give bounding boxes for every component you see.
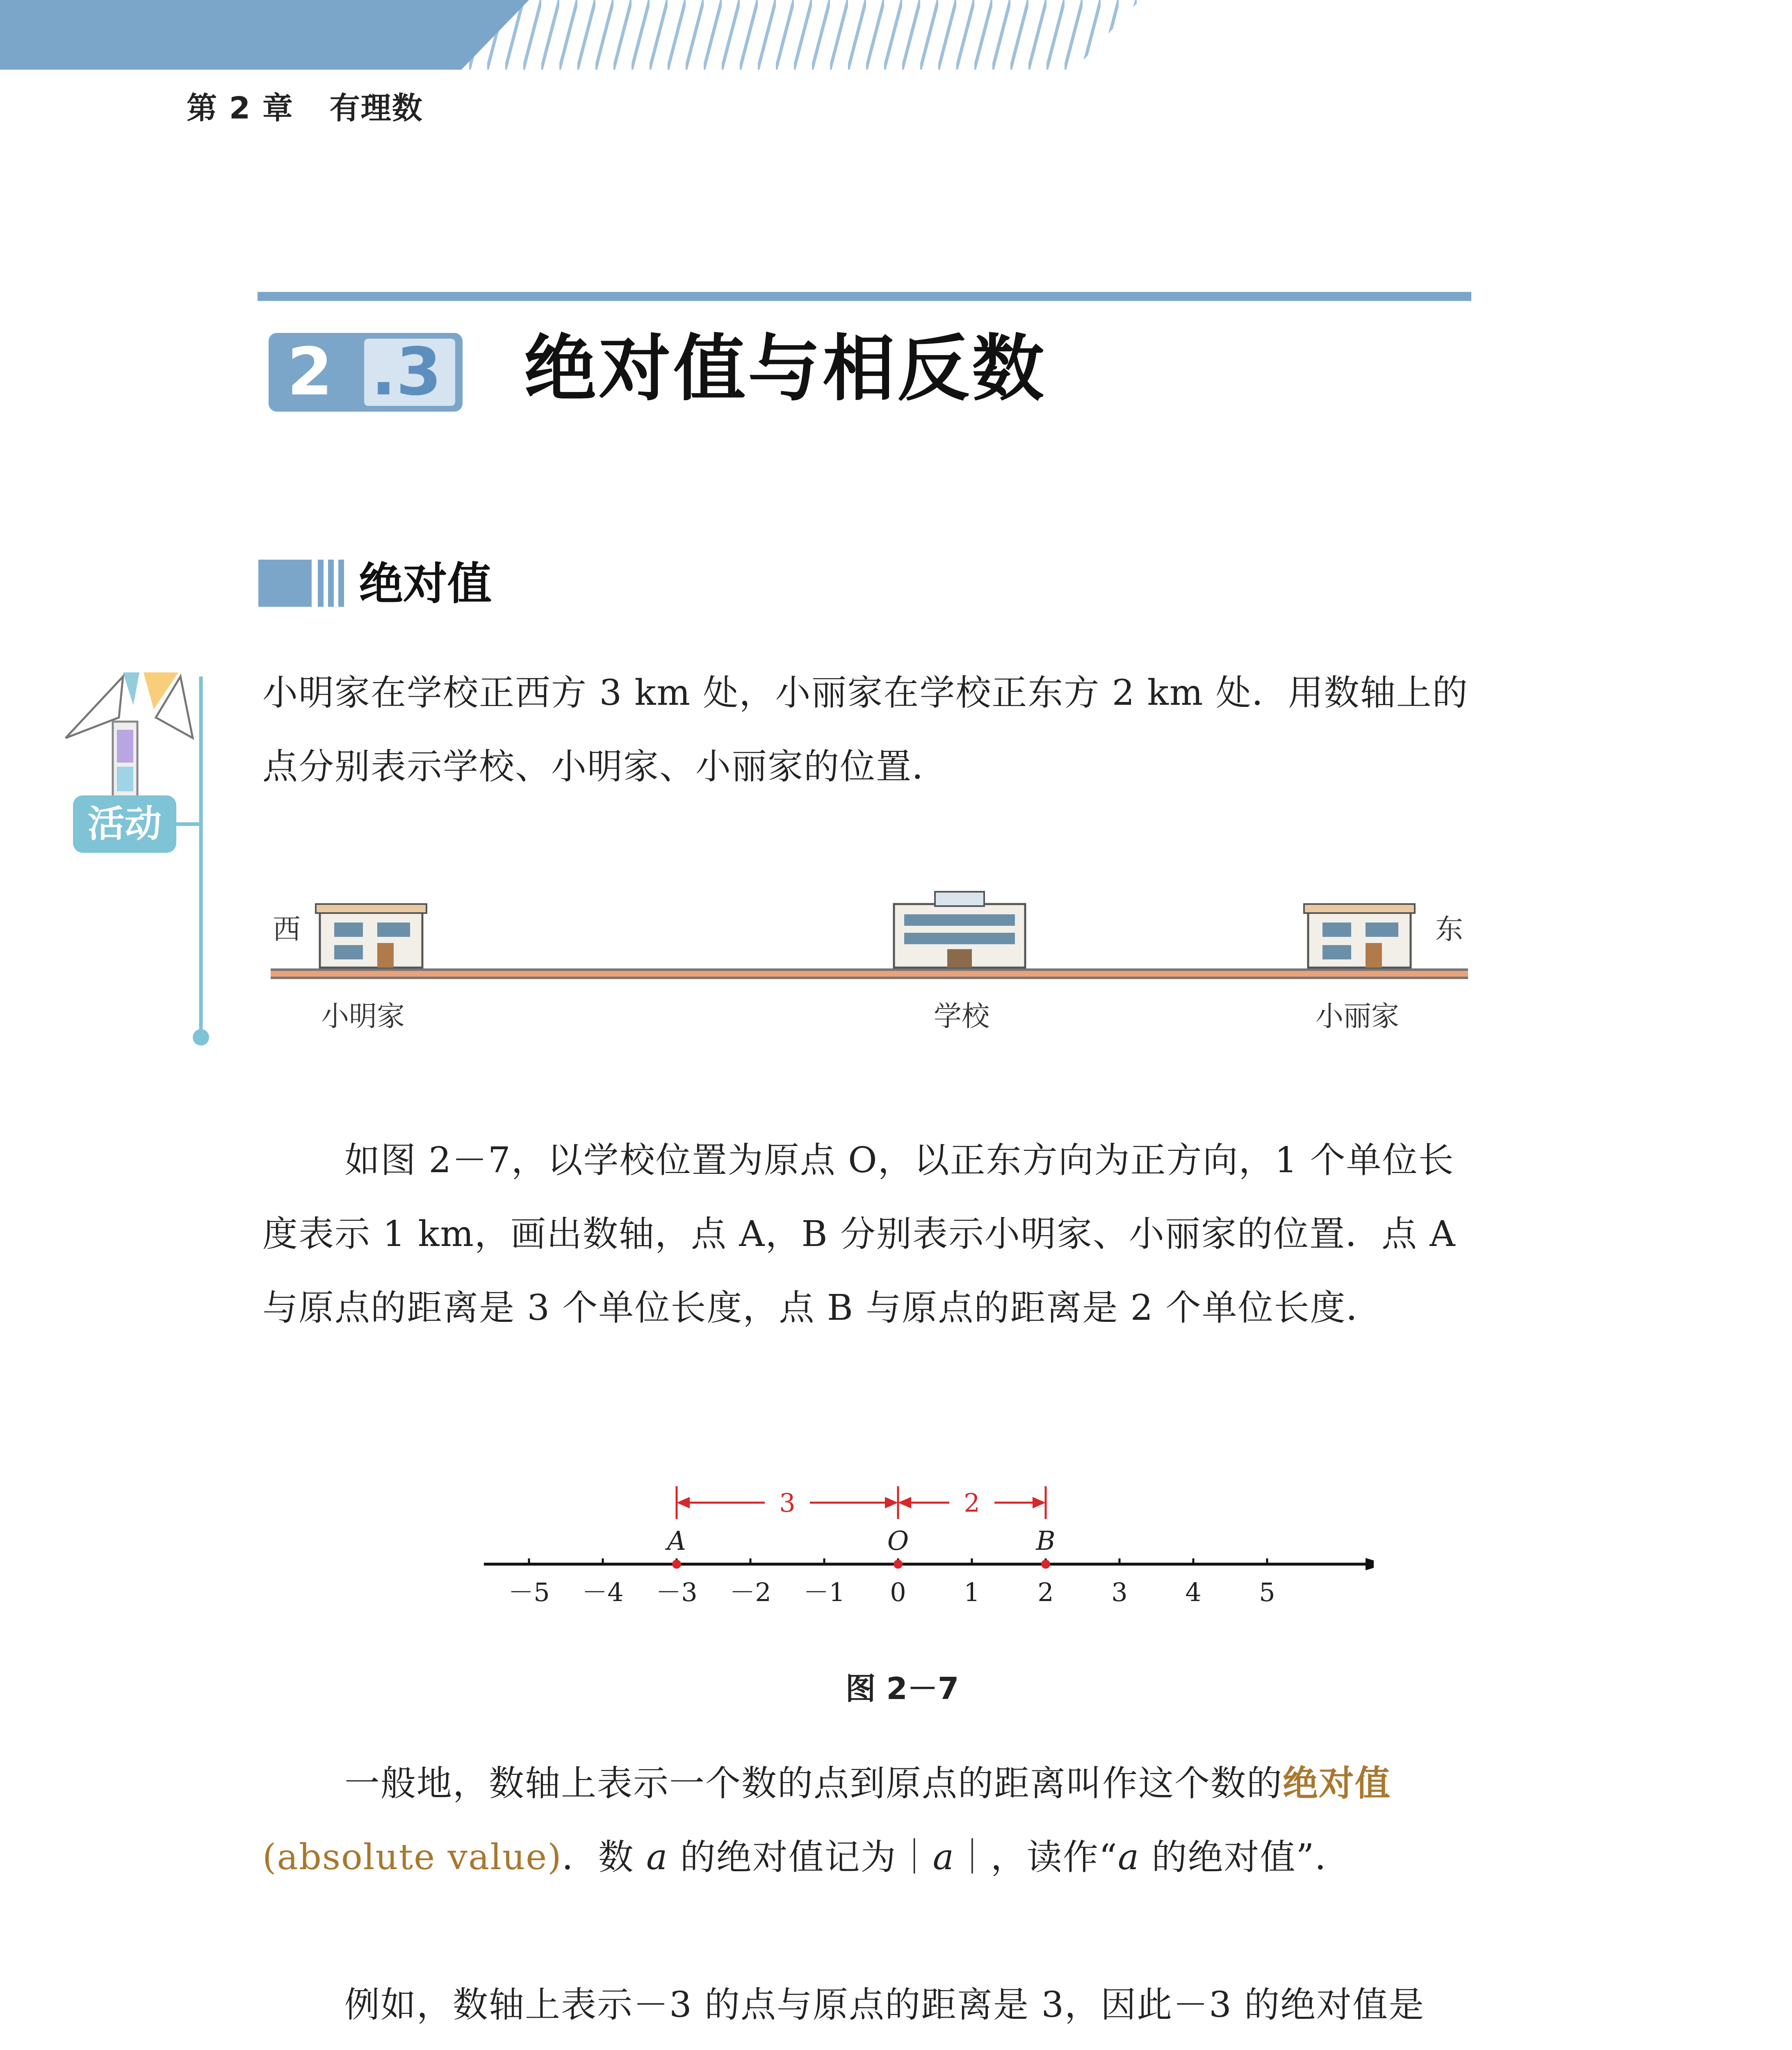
top-banner	[0, 0, 1792, 74]
school-building	[894, 892, 1025, 968]
variable-a: a	[932, 1837, 955, 1878]
subsection-marker	[258, 560, 312, 607]
activity-text: 小明家在学校正西方 3 km 处，小丽家在学校正东方 2 km 处．用数轴上的点分别表示学校、小明家、小丽家的位置．	[262, 672, 1468, 787]
tick-label: 4	[1185, 1577, 1202, 1607]
label-xiaoli-home: 小丽家	[1315, 1000, 1400, 1033]
term-absolute-value: 绝对值	[1283, 1763, 1391, 1804]
distance-marker	[898, 1486, 1046, 1519]
point-label-O: O	[887, 1526, 909, 1556]
section-number-badge	[269, 333, 463, 412]
tick-label: －5	[508, 1577, 550, 1607]
west-label: 西	[273, 913, 301, 946]
chapter-number: 第 2 章	[187, 91, 294, 126]
home-building-xiaoli	[1304, 904, 1415, 968]
tick-label: 0	[890, 1577, 906, 1607]
point-label-A: A	[667, 1526, 686, 1556]
point-B	[1041, 1560, 1050, 1569]
section-rule	[258, 292, 1471, 301]
tick-label: －4	[582, 1577, 624, 1607]
distance-label: 3	[779, 1488, 796, 1518]
tick-label: 3	[1111, 1577, 1128, 1607]
definition-text: 的绝对值记为｜	[668, 1837, 933, 1878]
paragraph-1: 如图 2－7，以学校位置为原点 O，以正东方向为正方向，1 个单位长度表示 1 km，画出数轴，点 A，B 分别表示小明家、小丽家的位置．点 A 与原点的距离是 3 个单位长度，点 B 与原点的距离是 2 个单位长度．	[262, 1140, 1456, 1328]
tick-label: 1	[964, 1577, 980, 1607]
term-absolute-value-en: (absolute value)	[262, 1837, 562, 1878]
activity-badge-label: 活动	[88, 802, 162, 845]
compass-icon	[66, 672, 193, 800]
subsection-title: 绝对值	[359, 558, 492, 610]
section-number-sub: .3	[371, 333, 442, 410]
subsection-marker-bar	[318, 560, 324, 607]
subsection-marker-bar	[338, 560, 344, 607]
activity-sidebar	[57, 668, 213, 1058]
axis-arrow-icon	[1366, 1558, 1374, 1570]
tick-label: －1	[803, 1577, 845, 1607]
definition-text: ．数	[562, 1837, 647, 1878]
home-building-xiaoming	[316, 904, 426, 968]
label-xiaoming-home: 小明家	[321, 1000, 405, 1033]
section-number-main: 2	[287, 333, 333, 410]
number-line-figure	[472, 1460, 1374, 1624]
map-illustration	[254, 873, 1484, 1046]
point-O	[894, 1560, 903, 1569]
label-school: 学校	[933, 1000, 990, 1033]
definition-paragraph	[262, 1747, 1476, 1894]
east-label: 东	[1435, 913, 1464, 946]
tick-label: －2	[730, 1577, 771, 1607]
tick-label: －3	[656, 1577, 698, 1607]
figure-caption: 图 2－7	[845, 1671, 959, 1706]
definition-text: 的绝对值”．	[1140, 1837, 1351, 1878]
variable-a: a	[646, 1837, 668, 1878]
paragraph-examples: 例如，数轴上表示－3 的点与原点的距离是 3，因此－3 的绝对值是	[344, 1984, 1425, 2025]
point-label-B: B	[1036, 1526, 1056, 1556]
distance-label: 2	[964, 1488, 980, 1518]
tick-label: 2	[1037, 1577, 1054, 1607]
tick-label: 5	[1259, 1577, 1275, 1607]
subsection-marker-bar	[328, 560, 334, 607]
distance-marker	[677, 1486, 898, 1519]
definition-text: ｜，读作“	[954, 1837, 1118, 1878]
point-A	[672, 1560, 681, 1569]
variable-a: a	[1117, 1837, 1140, 1878]
chapter-title: 有理数	[329, 91, 423, 126]
definition-text: 一般地，数轴上表示一个数的点到原点的距离叫作这个数的	[344, 1763, 1283, 1804]
running-header	[187, 84, 423, 128]
section-title: 绝对值与相反数	[524, 327, 1047, 411]
